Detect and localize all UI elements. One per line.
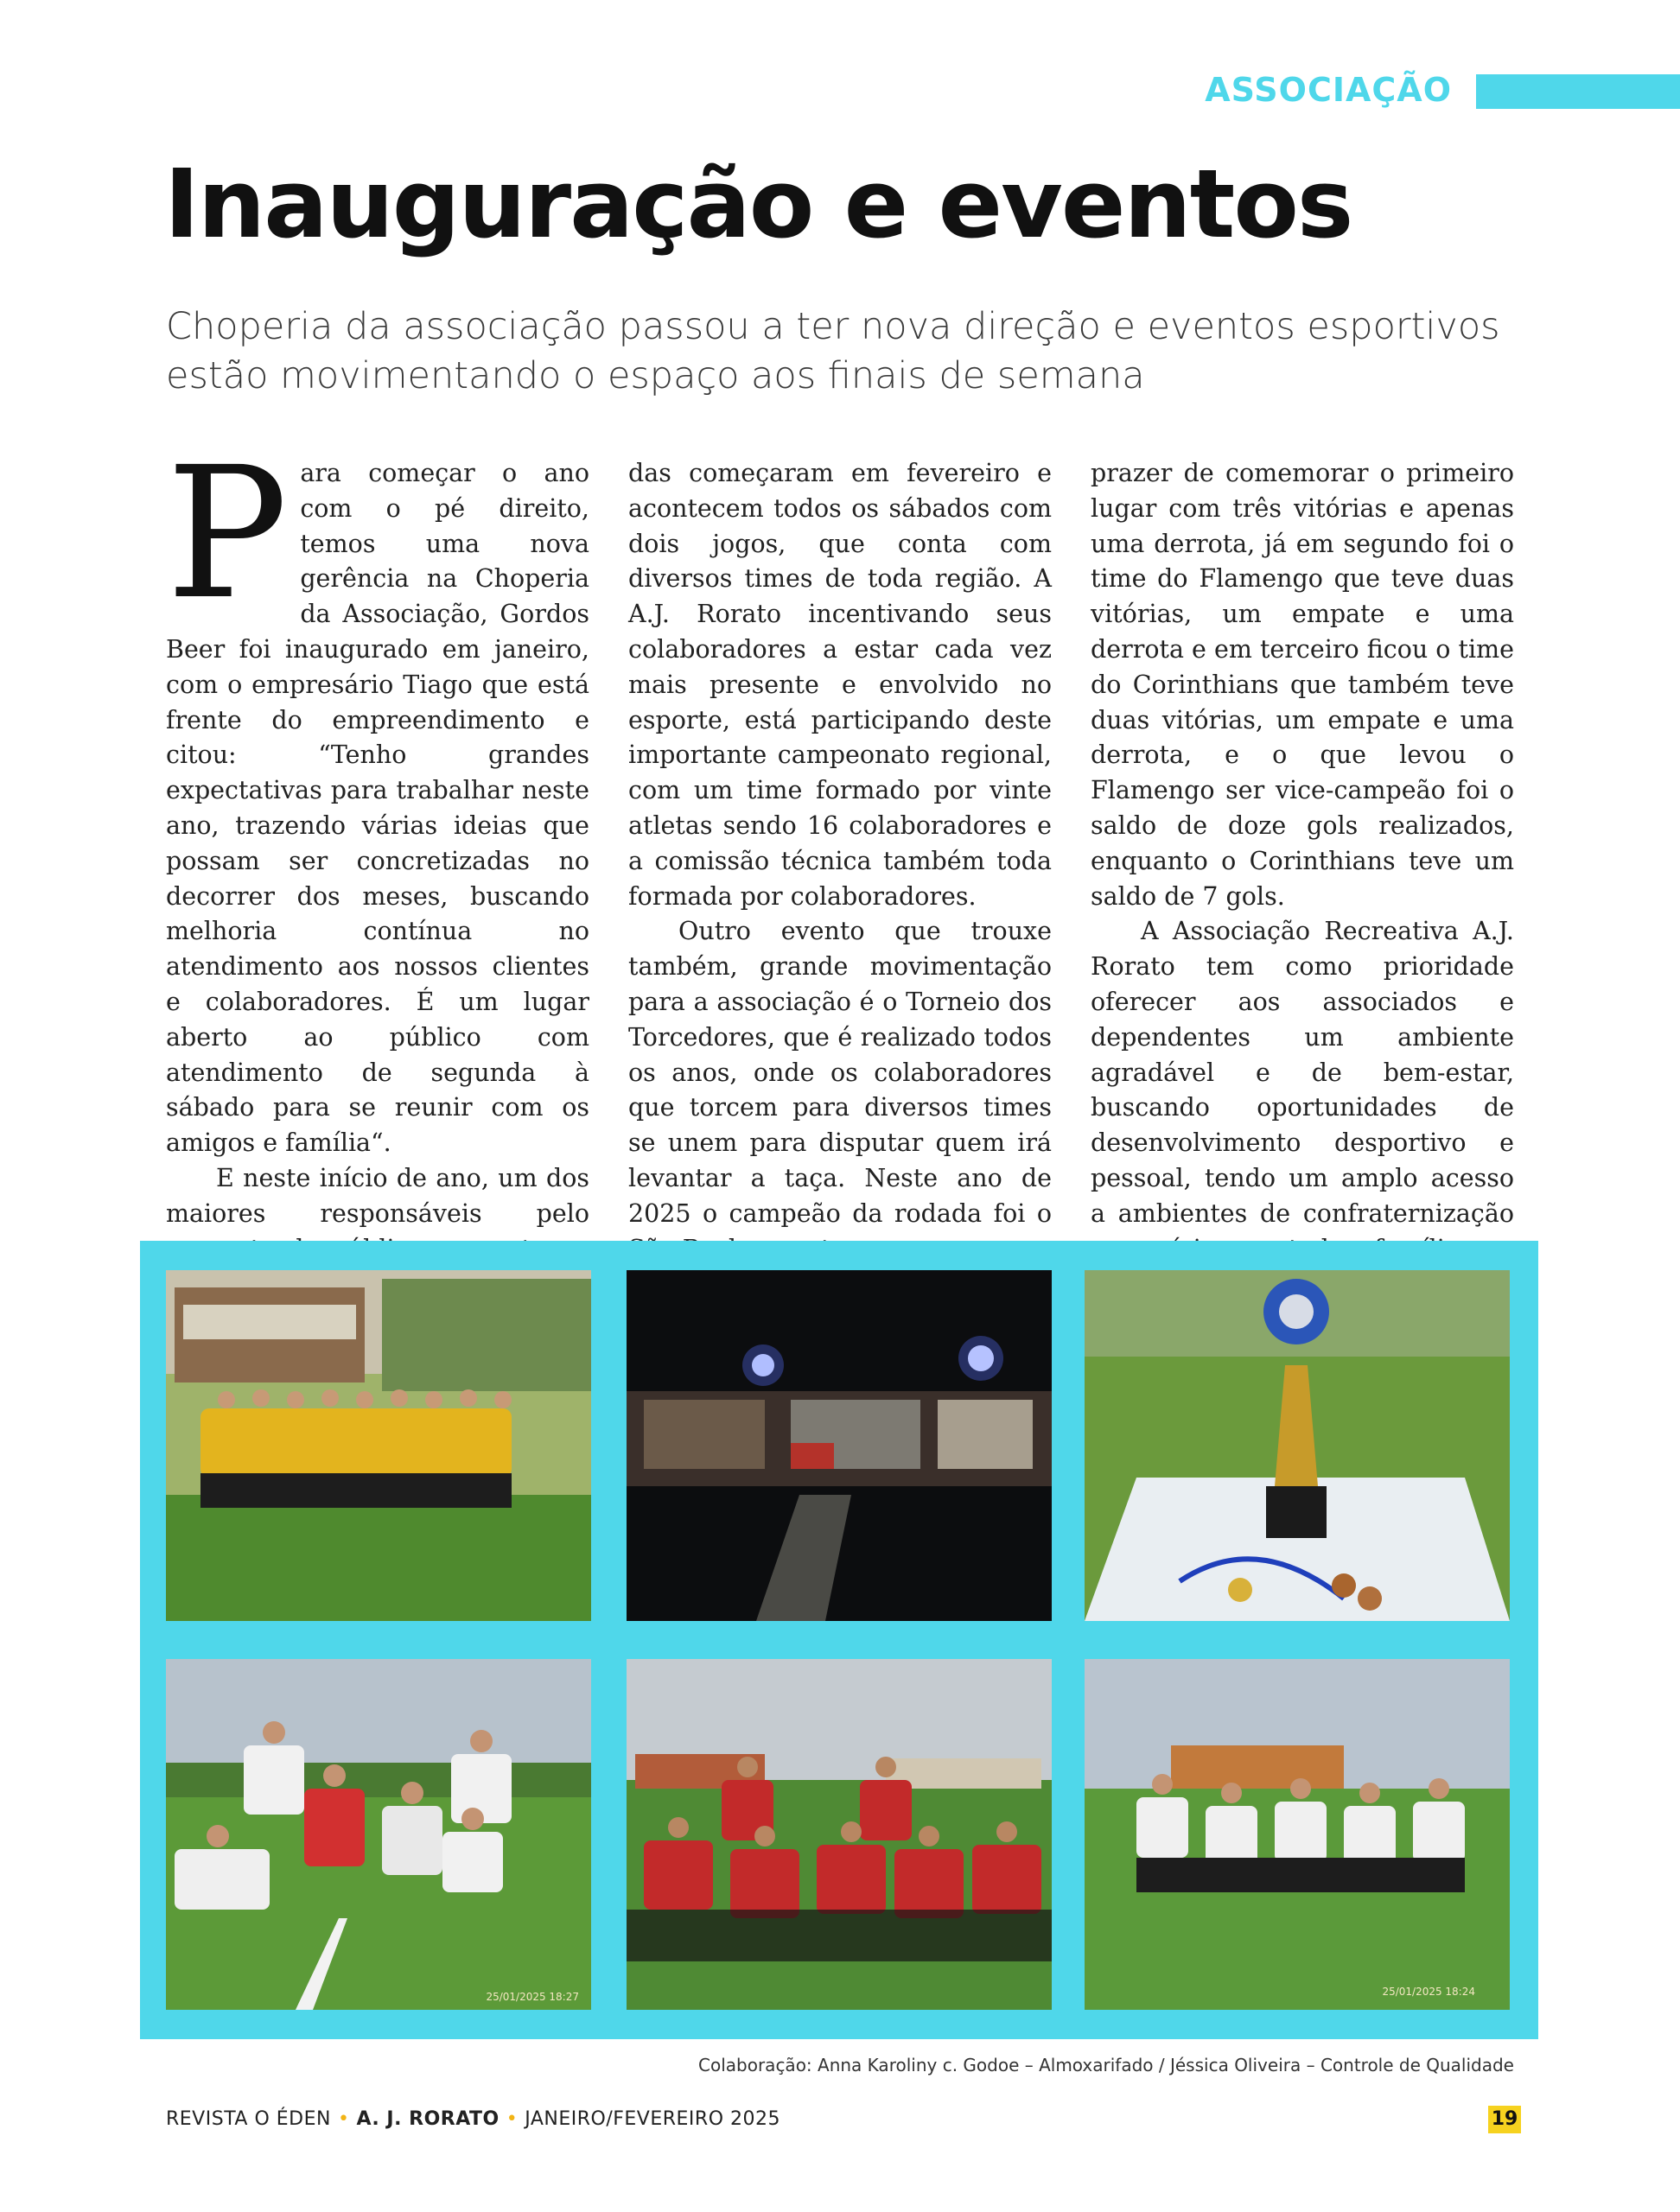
photo-credit: Colaboração: Anna Karoliny c. Godoe – Almoxarifado / Jéssica Oliveira – Controle de Qualidade	[698, 2055, 1514, 2075]
brand-name: A. J. RORATO	[356, 2108, 500, 2130]
photo-team-flamengo	[627, 1659, 1052, 2010]
edition: JANEIRO/FEVEREIRO 2025	[525, 2108, 780, 2130]
paragraph: E neste início de ano, um dos maiores responsáveis pelo	[166, 1163, 589, 1228]
section-label: ASSOCIAÇÃO	[1205, 71, 1452, 109]
paragraph: A Associação Recreativa A.J. Rorato tem como prioridade oferecer aos associados e dependentes um ambiente agradável e de bem-estar, buscando oportunidades de desenvolvimento desportivo e pessoal, tendo um amplo acesso a ambientes de confraternização	[1091, 917, 1514, 1228]
paragraph: Outro evento que trouxe também, grande movimentação para a associação é o Torneio dos Torcedores, que é realizado todos os anos, onde os colaboradores que torcem para diversos times se unem para disputar quem irá levantar a taça. Neste ano de 2025 o campeão da rodada foi o	[628, 917, 1052, 1228]
separator-dot: •	[506, 2108, 519, 2130]
section-accent-bar	[1476, 74, 1680, 109]
dropcap: P	[166, 428, 289, 639]
paragraph: prazer de comemorar o primeiro lugar com três vitórias e apenas uma derrota, já em segundo foi o time do Flamengo que teve duas vitórias, um empate e uma derrota e em terceiro ficou o time do Corinthians que também teve duas vitórias, um empate e uma derrota, e o que levou o Flamengo ser vice-campeão foi o saldo de doze gols realizados, enquanto o Corinthians teve um saldo de 7 gols.	[1091, 459, 1514, 911]
paragraph: das começaram em fevereiro e acontecem todos os sábados com dois jogos, que conta com diversos times de toda região. A A.J. Rorato incentivando seus colaboradores a estar cada vez mais presente e envolvido no esporte, está participando deste importante campeonato regional, com um time formado por vinte atletas sendo 16 colaboradores e a comissão técnica também toda formada por colaboradores.	[628, 459, 1052, 911]
footer	[166, 2108, 780, 2134]
photo-trophy	[1085, 1270, 1510, 1621]
photo-team-corinthians	[1085, 1659, 1510, 2010]
paragraph: ara começar o ano com o pé direito, temos uma nova gerência na Choperia da Associação, Gordos Beer foi inaugurado em janeiro, com o empresário Tiago que está frente do empreendimento e citou: “Tenho grandes expectativas para trabalhar neste ano, trazendo várias ideias que possam ser concretizadas no decorrer dos meses, buscando melhoria contínua no atendimento aos nossos clientes e colaboradores. É um lugar aberto ao público com atendimento de segunda à sábado para se reunir com os amigos e família“.	[166, 459, 589, 1158]
photo-night-hall	[627, 1270, 1052, 1621]
article-subtitle: Choperia da associação passou a ter nova direção e eventos esportivos estão movimentando o espaço aos finais de semana	[166, 305, 1500, 397]
column-2	[628, 456, 1052, 1228]
article-title: Inauguração e eventos	[164, 149, 1352, 259]
separator-dot: •	[337, 2108, 350, 2130]
photo-team-yellow	[166, 1270, 591, 1621]
photo-team-sao-paulo	[166, 1659, 591, 2010]
photo-timestamp: 25/01/2025 18:24	[1382, 1986, 1475, 1998]
photo-gallery	[140, 1241, 1538, 2039]
column-1	[166, 428, 589, 1228]
page-number: 19	[1488, 2106, 1521, 2133]
photo-timestamp: 25/01/2025 18:27	[486, 1991, 579, 2003]
article-body	[166, 428, 1514, 1228]
magazine-name: REVISTA O ÉDEN	[166, 2108, 331, 2130]
column-3	[1091, 456, 1514, 1228]
